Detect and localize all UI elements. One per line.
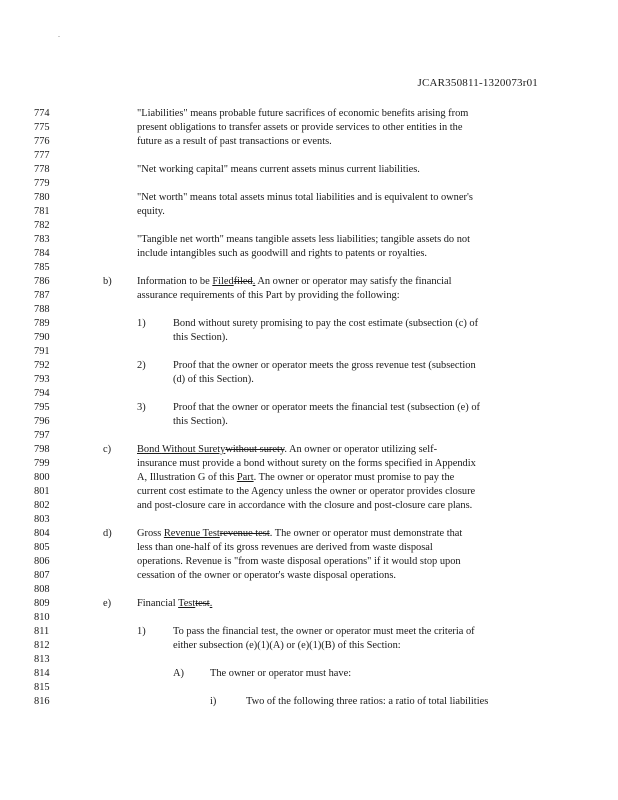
text-segment: A, Illustration G of this (137, 472, 237, 483)
line-number: 789 (34, 318, 50, 329)
text-line: this Section). (173, 332, 228, 343)
text-line: "Net worth" means total assets minus total liabilities and is equivalent to owner's (137, 192, 473, 203)
deleted-text: revenue test (219, 528, 270, 539)
text-segment: . An owner or operator utilizing self- (284, 444, 438, 455)
text-segment: An owner or operator may satisfy the financial (255, 276, 452, 287)
text-line: Proof that the owner or operator meets the financial test (subsection (e) of (173, 402, 480, 413)
line-number: 810 (34, 612, 50, 623)
line-number: 804 (34, 528, 50, 539)
line-number: 777 (34, 150, 50, 161)
inserted-text: . (252, 276, 256, 287)
line-number: 811 (34, 626, 50, 637)
section-heading (137, 597, 212, 611)
line-number: 792 (34, 360, 50, 371)
line-number: 791 (34, 346, 50, 357)
line-number: 780 (34, 192, 50, 203)
line-number: 784 (34, 248, 50, 259)
text-line: Bond without surety promising to pay the cost estimate (subsection (c) of (173, 318, 479, 329)
text-line: To pass the financial test, the owner or operator must meet the criteria of (173, 626, 475, 637)
section-label: c) (103, 444, 112, 455)
text-line: this Section). (173, 416, 228, 427)
line-number: 778 (34, 164, 50, 175)
text-line: The owner or operator must have: (210, 668, 352, 679)
section-heading (137, 527, 462, 541)
deleted-text: test (195, 598, 210, 609)
line-number: 776 (34, 136, 50, 147)
item-label: 3) (137, 402, 146, 413)
line-number: 794 (34, 388, 50, 399)
text-segment: . The owner or operator must promise to pay the (253, 472, 455, 483)
line-number: 798 (34, 444, 50, 455)
line-number: 790 (34, 332, 50, 343)
line-number: 816 (34, 696, 50, 707)
text-segment: . The owner or operator must demonstrate that (269, 528, 463, 539)
line-number: 802 (34, 500, 50, 511)
line-number: 808 (34, 584, 50, 595)
heading-text: Bond (137, 444, 162, 455)
section-heading (137, 443, 437, 457)
section-label: e) (103, 598, 112, 609)
text-line: (d) of this Section). (173, 374, 254, 385)
line-number: 801 (34, 486, 50, 497)
text-line: future as a result of past transactions or events. (137, 136, 332, 147)
line-number: 813 (34, 654, 50, 665)
text-line: "Net working capital" means current assets minus current liabilities. (137, 164, 420, 175)
corner-mark: . (58, 30, 60, 39)
text-line: include intangibles such as goodwill and rights to patents or royalties. (137, 248, 428, 259)
line-number: 815 (34, 682, 50, 693)
document-header-id: JCAR350811-1320073r01 (417, 77, 538, 89)
line-number: 814 (34, 668, 50, 679)
line-number: 793 (34, 374, 50, 385)
line-number: 797 (34, 430, 50, 441)
text-line: less than one-half of its gross revenues are derived from waste disposal (137, 542, 433, 553)
line-number: 775 (34, 122, 50, 133)
line-number: 783 (34, 234, 50, 245)
inserted-text: Without Surety (161, 444, 226, 455)
line-number: 809 (34, 598, 50, 609)
line-number: 807 (34, 570, 50, 581)
text-line: assurance requirements of this Part by providing the following: (137, 290, 400, 301)
section-label: b) (103, 276, 112, 287)
line-number: 788 (34, 304, 50, 315)
inserted-text: Part (236, 472, 254, 483)
item-label: A) (173, 668, 184, 679)
line-number: 779 (34, 178, 50, 189)
text-line (137, 471, 454, 485)
inserted-text: . (209, 598, 213, 609)
section-label: d) (103, 528, 112, 539)
line-number: 796 (34, 416, 50, 427)
text-line: Two of the following three ratios: a ratio of total liabilities (246, 696, 489, 707)
inserted-text: Test (178, 598, 196, 609)
item-label: 2) (137, 360, 146, 371)
heading-text: Information to be (137, 276, 213, 287)
line-number: 806 (34, 556, 50, 567)
text-line: Proof that the owner or operator meets the gross revenue test (subsection (173, 360, 476, 371)
line-number: 774 (34, 108, 50, 119)
text-line: operations. Revenue is "from waste disposal operations" if it would stop upon (137, 556, 461, 567)
item-label: 1) (137, 626, 146, 637)
text-line: present obligations to transfer assets or provide services to other entities in the (137, 122, 463, 133)
line-number: 785 (34, 262, 50, 273)
line-number: 795 (34, 402, 50, 413)
text-line: "Tangible net worth" means tangible assets less liabilities; tangible assets do not (137, 234, 470, 245)
inserted-text: Filed (212, 276, 234, 287)
line-number: 787 (34, 290, 50, 301)
text-line: and post-closure care in accordance with the closure and post-closure care plans. (137, 500, 473, 511)
inserted-text: Revenue Test (163, 528, 220, 539)
line-number: 805 (34, 542, 50, 553)
heading-text: Gross (137, 528, 164, 539)
item-label: i) (210, 696, 217, 707)
line-number: 799 (34, 458, 50, 469)
text-line: current cost estimate to the Agency unless the owner or operator provides closure (137, 486, 476, 497)
deleted-text: without surety (225, 444, 285, 455)
line-number: 786 (34, 276, 50, 287)
text-line: insurance must provide a bond without surety on the forms specified in Appendix (137, 458, 476, 469)
line-number: 812 (34, 640, 50, 651)
line-number: 803 (34, 514, 50, 525)
line-number: 800 (34, 472, 50, 483)
deleted-text: filed (233, 276, 253, 287)
text-line: "Liabilities" means probable future sacrifices of economic benefits arising from (137, 108, 469, 119)
heading-text: Financial (137, 598, 179, 609)
line-number: 782 (34, 220, 50, 231)
text-line: cessation of the owner or operator's waste disposal operations. (137, 570, 396, 581)
text-line: either subsection (e)(1)(A) or (e)(1)(B) of this Section: (173, 640, 401, 651)
line-number: 781 (34, 206, 50, 217)
section-heading (137, 275, 452, 289)
text-line: equity. (137, 206, 165, 217)
item-label: 1) (137, 318, 146, 329)
